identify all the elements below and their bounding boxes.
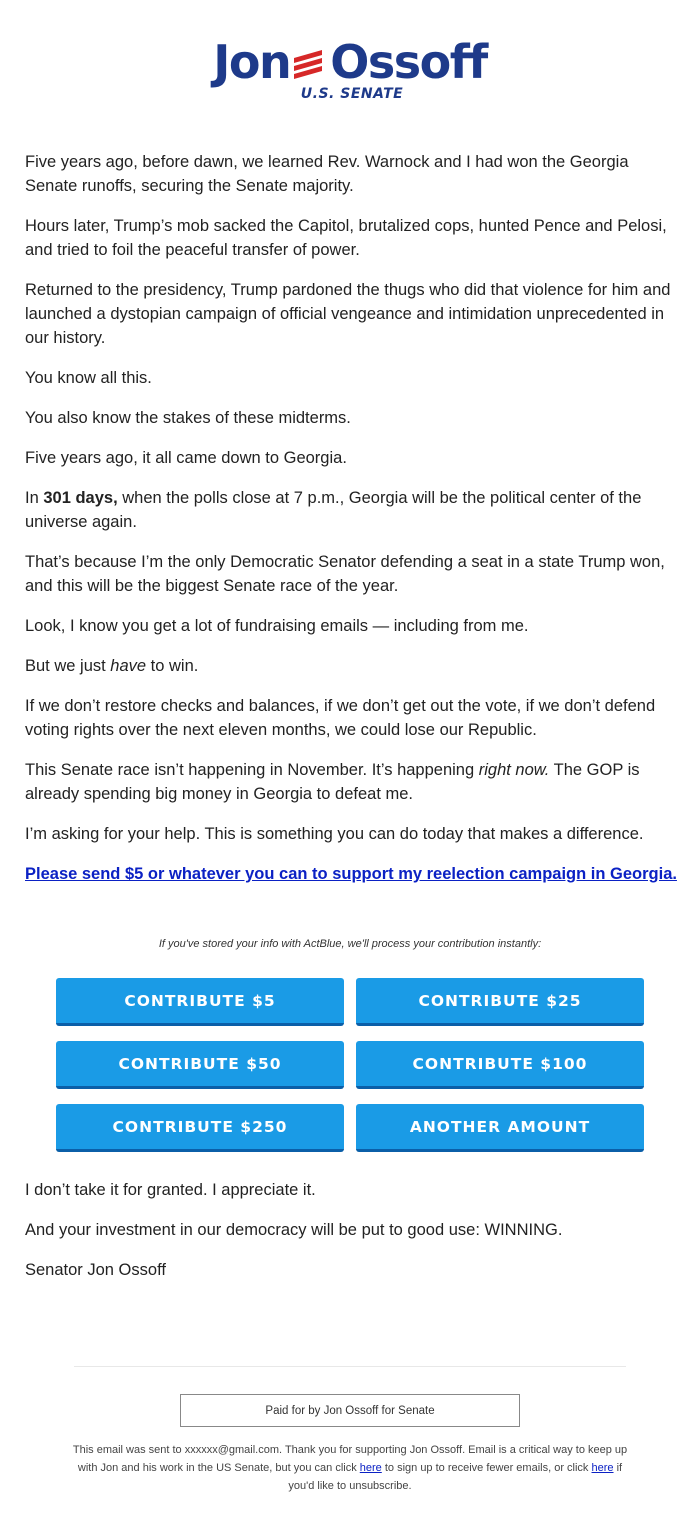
contribute-5-button[interactable]: CONTRIBUTE $5 bbox=[56, 978, 344, 1026]
text-run: to win. bbox=[146, 657, 199, 675]
email-body bbox=[25, 150, 680, 904]
paragraph: Hours later, Trump’s mob sacked the Capitol, brutalized cops, hunted Pence and Pelosi, and tried to foil the peaceful transfer of power. bbox=[25, 217, 667, 259]
recipient-email: xxxxxx@gmail.com. bbox=[184, 1444, 283, 1456]
closing-section bbox=[25, 1178, 680, 1298]
fewer-emails-link[interactable]: here bbox=[359, 1462, 382, 1474]
paragraph bbox=[25, 654, 680, 678]
paragraph: That’s because I’m the only Democratic Senator defending a seat in a state Trump won, and this will be the biggest Senate race of the year. bbox=[25, 553, 665, 595]
cta-paragraph bbox=[25, 862, 680, 886]
paragraph bbox=[25, 758, 680, 806]
unsubscribe-link[interactable]: here bbox=[591, 1462, 614, 1474]
logo-first-name: Jon bbox=[213, 35, 291, 89]
footer-text bbox=[70, 1441, 630, 1495]
contribute-50-button[interactable]: CONTRIBUTE $50 bbox=[56, 1041, 344, 1089]
text-run: This Senate race isn’t happening in November. It’s happening bbox=[25, 761, 479, 779]
paragraph: I don’t take it for granted. I appreciate it. bbox=[25, 1181, 316, 1199]
text-run: Thank you for supporting Jon Ossoff. Email is a critical way to keep up with Jon and his work in the US Senate, but you can click bbox=[77, 1444, 628, 1474]
another-amount-button[interactable]: ANOTHER AMOUNT bbox=[356, 1104, 644, 1152]
paragraph: Five years ago, before dawn, we learned Rev. Warnock and I had won the Georgia Senate runoffs, securing the Senate majority. bbox=[25, 153, 629, 195]
days-count: 301 days, bbox=[43, 489, 118, 507]
stripes-icon bbox=[292, 42, 328, 82]
paragraph: I’m asking for your help. This is something you can do today that makes a difference. bbox=[25, 825, 644, 843]
paragraph: Look, I know you get a lot of fundraising emails — including from me. bbox=[25, 617, 529, 635]
emphasis: right now. bbox=[478, 761, 550, 779]
paragraph: Five years ago, it all came down to Georgia. bbox=[25, 449, 347, 467]
paid-for-box: Paid for by Jon Ossoff for Senate bbox=[180, 1394, 520, 1427]
paragraph: And your investment in our democracy will be put to good use: WINNING. bbox=[25, 1221, 563, 1239]
actblue-note: If you've stored your info with ActBlue, we'll process your contribution instantly: bbox=[158, 938, 542, 950]
logo-subtitle: U.S. SENATE bbox=[300, 86, 404, 102]
contribute-100-button[interactable]: CONTRIBUTE $100 bbox=[356, 1041, 644, 1089]
footer-divider bbox=[74, 1366, 626, 1367]
signature: Senator Jon Ossoff bbox=[25, 1261, 166, 1279]
donate-link[interactable]: Please send $5 or whatever you can to support my reelection campaign in Georgia. bbox=[25, 865, 677, 883]
logo-last-name: Ossoff bbox=[330, 35, 487, 89]
paragraph bbox=[25, 486, 680, 534]
campaign-logo bbox=[0, 36, 700, 102]
text-run: This email was sent to bbox=[72, 1444, 185, 1456]
paragraph: You know all this. bbox=[25, 369, 152, 387]
contribute-250-button[interactable]: CONTRIBUTE $250 bbox=[56, 1104, 344, 1152]
text-run: if you'd like to unsubscribe. bbox=[288, 1462, 623, 1492]
emphasis: have bbox=[110, 657, 147, 675]
text-run: The GOP is already spending big money in Georgia to defeat me. bbox=[25, 761, 640, 803]
text-run: to sign up to receive fewer emails, or click bbox=[381, 1462, 592, 1474]
text-run: But we just bbox=[25, 657, 111, 675]
text-run: when the polls close at 7 p.m., Georgia will be the political center of the universe again. bbox=[25, 489, 642, 531]
contribute-25-button[interactable]: CONTRIBUTE $25 bbox=[356, 978, 644, 1026]
text-run: In bbox=[25, 489, 44, 507]
paragraph: Returned to the presidency, Trump pardoned the thugs who did that violence for him and launched a dystopian campaign of official vengeance and intimidation unprecedented in our history. bbox=[25, 281, 671, 347]
logo-wordmark bbox=[213, 36, 486, 88]
paragraph: You also know the stakes of these midterms. bbox=[25, 409, 351, 427]
paragraph: If we don’t restore checks and balances, if we don’t get out the vote, if we don’t defend voting rights over the next eleven months, we could lose our Republic. bbox=[25, 697, 656, 739]
